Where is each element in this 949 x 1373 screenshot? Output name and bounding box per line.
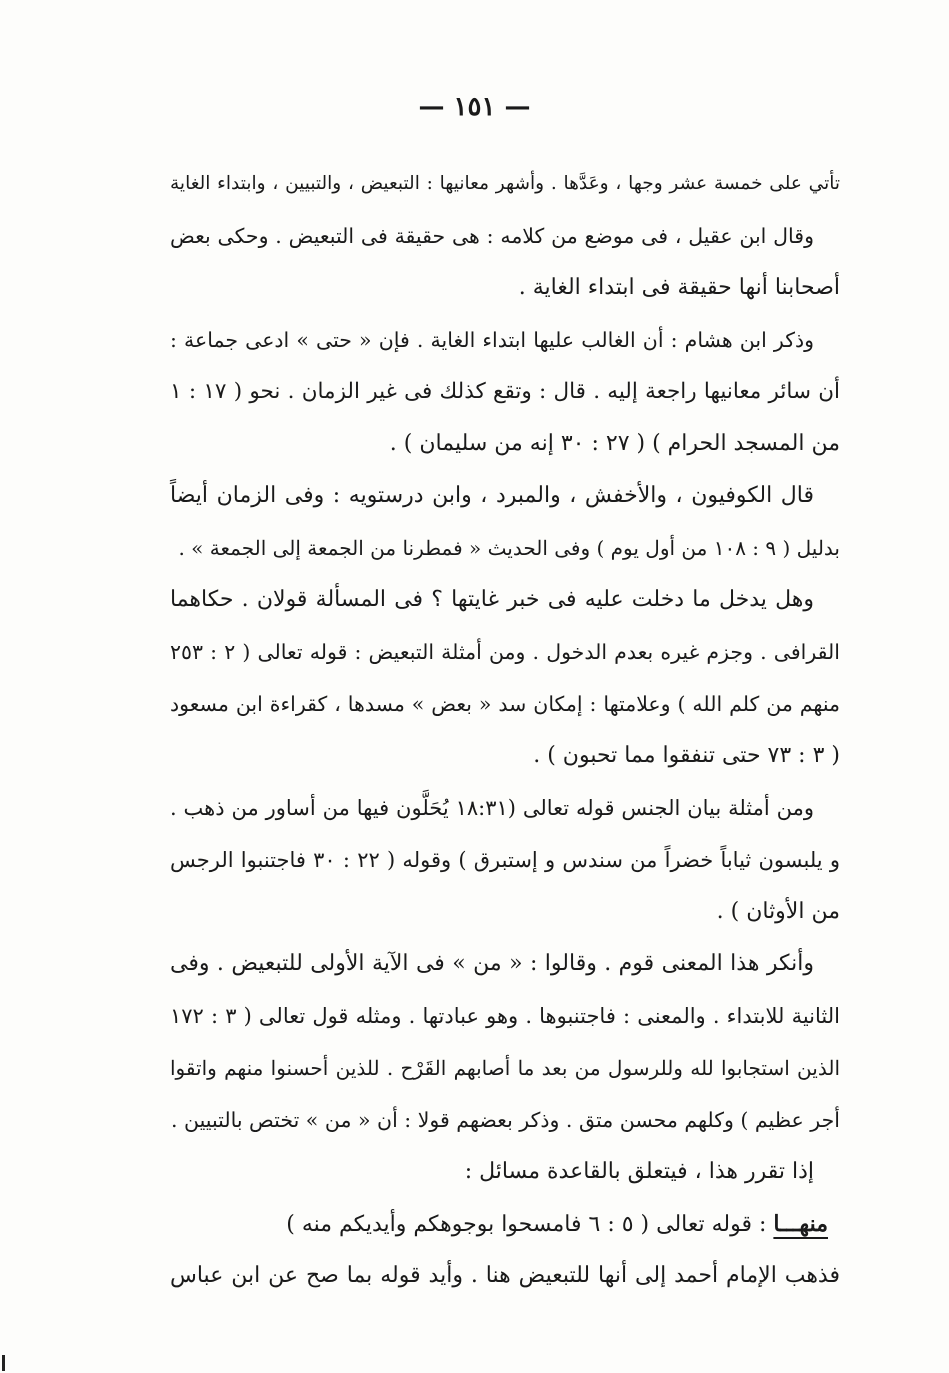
- text-line: الثانية للابتداء . والمعنى : فاجتنبوها . وهو عبادتها . ومثله قول تعالى ( ٣ : ١٧٢: [170, 1004, 840, 1028]
- text-line: و يلبسون ثياباً خضراً من سندس و إستبرق ) وقوله ( ٢٢ : ٣٠ فاجتنبوا الرجس: [170, 848, 840, 872]
- text-line: تأتي على خمسة عشر وجها ، وعَدَّها . وأشهر معانيها : التبعيض ، والتبيين ، وابتداء الغاية: [170, 173, 840, 194]
- text-line: وقال ابن عقيل ، فى موضع من كلامه : هى حقيقة فى التبعيض . وحكى بعض: [170, 224, 814, 248]
- text-line: من الأوثان ) .: [716, 899, 840, 924]
- text-line: وأنكر هذا المعنى قوم . وقالوا : « من » فى الآية الأولى للتبعيض . وفى: [170, 951, 814, 976]
- text-line: أن سائر معانيها راجعة إليه . قال : وتقع كذلك فى غير الزمان . نحو ( ١٧ : ١: [170, 379, 840, 404]
- text-line: وهل يدخل ما دخلت عليه فى خبر غايتها ؟ فى المسألة قولان . حكاهما: [170, 587, 814, 612]
- text-line: أجر عظيم ) وكلهم محسن متق . وذكر بعضهم قولا : أن « من » تختص بالتبيين .: [170, 1108, 840, 1132]
- text-line: بدليل ( ٩ : ١٠٨ من أول يوم ) وفى الحديث « فمطرنا من الجمعة إلى الجمعة » .: [178, 536, 840, 560]
- text-line: ومن أمثلة بيان الجنس قوله تعالى (١٨:٣١ يُحَلَّون فيها من أساور من ذهب .: [170, 796, 814, 820]
- body-text: [170, 158, 840, 1302]
- text-line: ( ٣ : ٧٣ حتى تنفقوا مما تحبون ) .: [533, 743, 840, 768]
- text-line: منهم من كلم الله ) وعلامتها : إمكان سد « بعض » مسدها ، كقراءة ابن مسعود: [170, 692, 840, 716]
- text-line: أصحابنا أنها حقيقة فى ابتداء الغاية .: [518, 275, 840, 300]
- text-line: فذهب الإمام أحمد إلى أنها للتبعيض هنا . وأيد قوله بما صح عن ابن عباس: [170, 1263, 840, 1288]
- text-line: وذكر ابن هشام : أن الغالب عليها ابتداء الغاية . فإن « حتى » ادعى جماعة :: [170, 328, 814, 352]
- text-line: [170, 1198, 840, 1250]
- text-line: القرافى . وجزم غيره بعدم الدخول . ومن أمثلة التبعيض : قوله تعالى ( ٢ : ٢٥٣: [170, 640, 840, 664]
- scan-edge-mark: [2, 1355, 5, 1371]
- text-line: قال الكوفيون ، والأخفش ، والمبرد ، وابن درستويه : وفى الزمان أيضاً: [170, 483, 814, 508]
- section-heading: منهـــا: [773, 1211, 828, 1237]
- text-line: إذا تقرر هذا ، فيتعلق بالقاعدة مسائل :: [464, 1159, 814, 1184]
- text-line: من المسجد الحرام ) ( ٢٧ : ٣٠ إنه من سليمان ) .: [389, 431, 840, 456]
- text-line: الذين استجابوا لله وللرسول من بعد ما أصابهم القَرْح . للذين أحسنوا منهم واتقوا: [170, 1056, 840, 1080]
- text-line-rest: : قوله تعالى ( ٥ : ٦ فامسحوا بوجوهكم وأيديكم منه ): [286, 1212, 767, 1237]
- page-number: — ١٥١ —: [418, 92, 531, 122]
